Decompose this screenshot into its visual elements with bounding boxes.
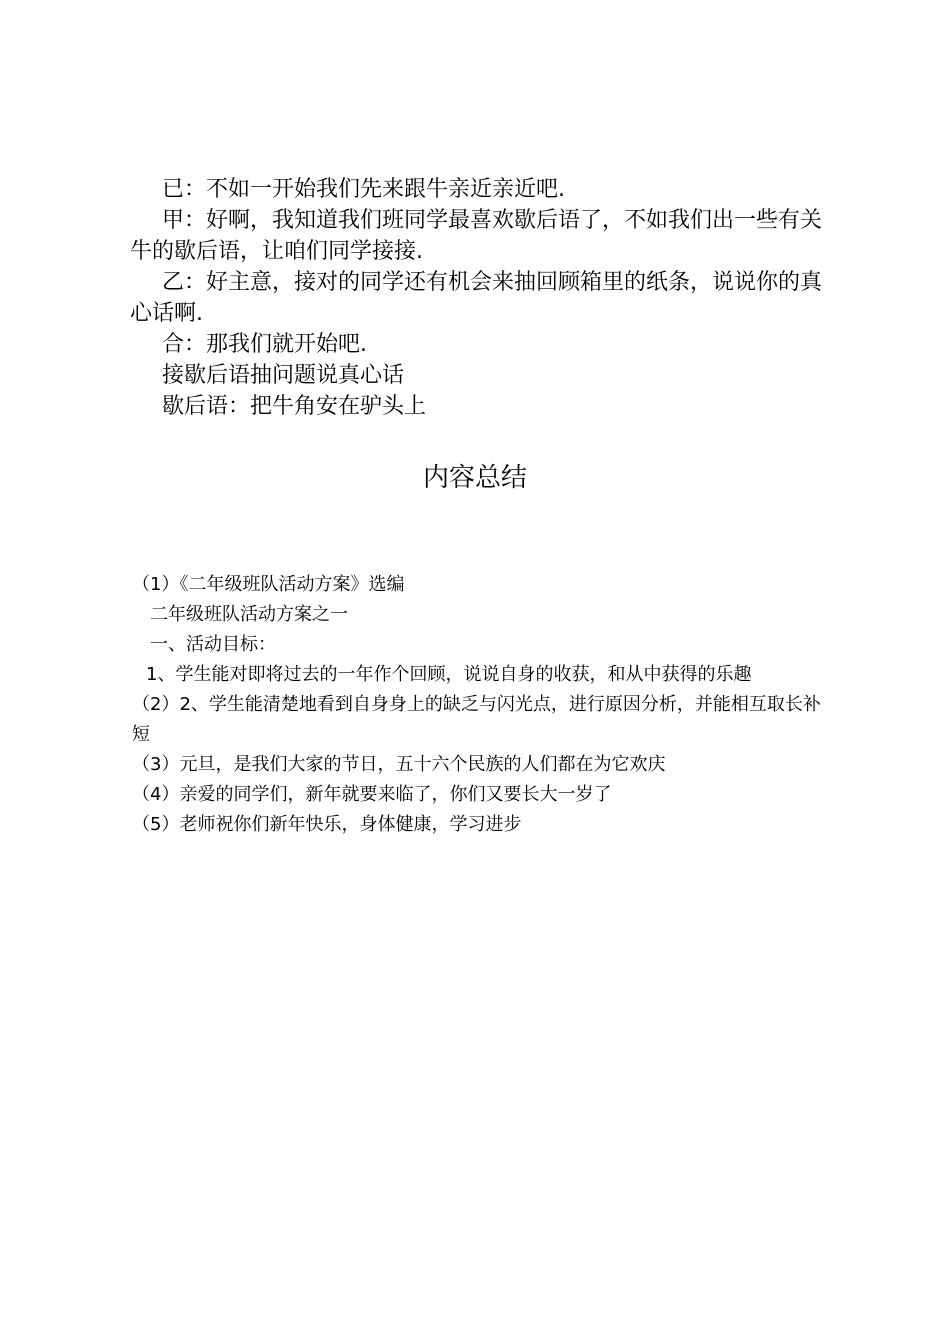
dialogue-line: 接歇后语抽问题说真心话 <box>162 363 405 388</box>
summary-line: （5）老师祝你们新年快乐，身体健康，学习进步 <box>132 814 522 835</box>
summary-line: 1、学生能对即将过去的一年作个回顾，说说自身的收获，和从中获得的乐趣 <box>146 664 752 685</box>
summary-line: 一、活动目标： <box>150 634 276 655</box>
dialogue-line: 已：不如一开始我们先来跟牛亲近亲近吧. <box>162 177 565 202</box>
summary-line: （1）《二年级班队活动方案》选编 <box>132 574 405 595</box>
summary-heading: 内容总结 <box>422 463 527 493</box>
dialogue-line: 歇后语：把牛角安在驴头上 <box>162 394 427 419</box>
dialogue-line: 甲：好啊，我知道我们班同学最喜欢歇后语了，不如我们出一些有关牛的歇后语，让咱们同学接接. <box>130 208 823 264</box>
summary-line: 二年级班队活动方案之一 <box>150 604 348 625</box>
summary-line: （3）元旦，是我们大家的节日，五十六个民族的人们都在为它欢庆 <box>132 754 666 775</box>
summary-section <box>132 570 832 840</box>
summary-line: （2）2、学生能清楚地看到自身身上的缺乏与闪光点，进行原因分析，并能相互取长补短 <box>132 694 821 745</box>
dialogue-line: 乙：好主意，接对的同学还有机会来抽回顾箱里的纸条，说说你的真心话啊. <box>130 270 823 326</box>
summary-line: （4）亲爱的同学们，新年就要来临了，你们又要长大一岁了 <box>132 784 612 805</box>
dialogue-section <box>130 174 830 422</box>
dialogue-line: 合：那我们就开始吧. <box>162 332 367 357</box>
